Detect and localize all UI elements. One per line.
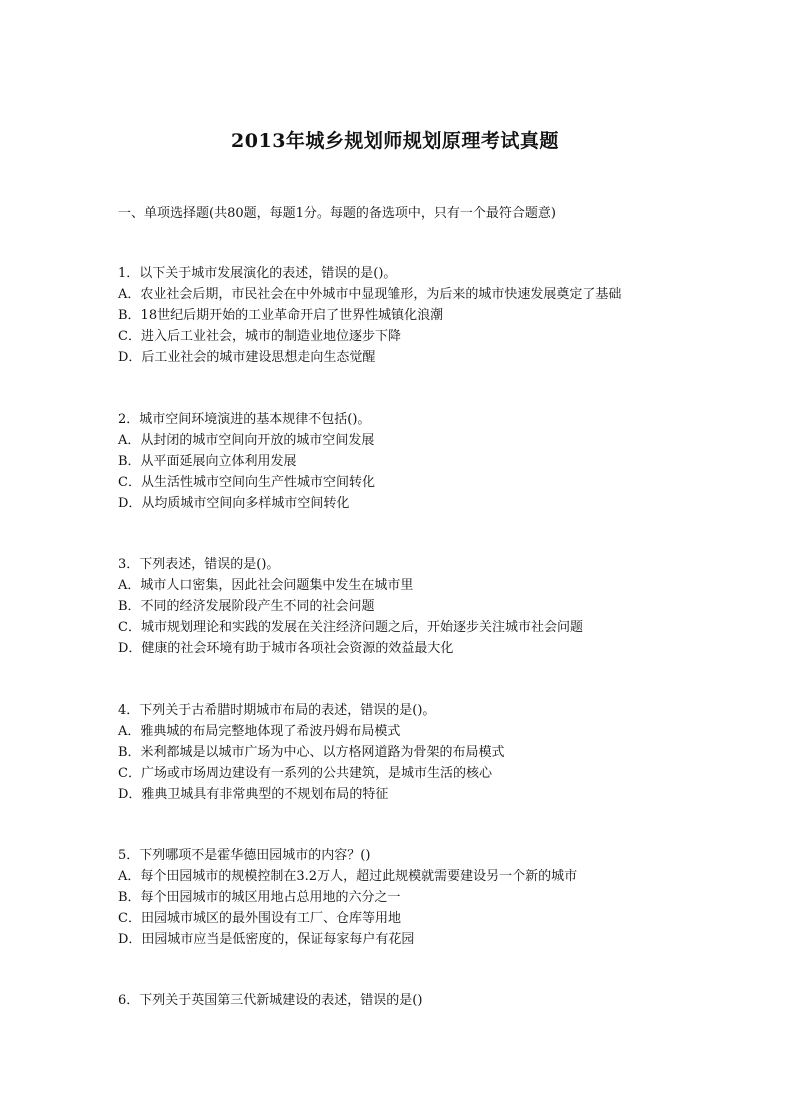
option-a: A．雅典城的布局完整地体现了希波丹姆布局模式 <box>118 724 401 739</box>
question-5 <box>118 845 577 950</box>
option-d: D．田园城市应当是低密度的，保证每家每户有花园 <box>118 932 415 947</box>
question-stem: 6．下列关于英国第三代新城建设的表述，错误的是() <box>118 993 423 1008</box>
option-c: C．从生活性城市空间向生产性城市空间转化 <box>118 475 375 490</box>
option-a: A．从封闭的城市空间向开放的城市空间发展 <box>118 433 375 448</box>
section-heading: 一、单项选择题(共80题，每题1分。每题的备选项中，只有一个最符合题意) <box>118 206 556 221</box>
option-b: B．不同的经济发展阶段产生不同的社会问题 <box>118 599 375 614</box>
option-a: A．城市人口密集，因此社会问题集中发生在城市里 <box>118 578 414 593</box>
question-stem: 3．下列表述，错误的是()。 <box>118 557 280 572</box>
question-4 <box>118 700 505 805</box>
question-3 <box>118 554 583 659</box>
question-stem: 5．下列哪项不是霍华德田园城市的内容？() <box>118 848 371 863</box>
option-d: D．雅典卫城具有非常典型的不规划布局的特征 <box>118 787 389 802</box>
option-d: D．后工业社会的城市建设思想走向生态觉醒 <box>118 350 376 365</box>
option-b: B．从平面延展向立体利用发展 <box>118 454 297 469</box>
option-d: D．从均质城市空间向多样城市空间转化 <box>118 496 350 511</box>
option-c: C．广场或市场周边建设有一系列的公共建筑，是城市生活的核心 <box>118 766 492 781</box>
option-b: B．每个田园城市的城区用地占总用地的六分之一 <box>118 890 401 905</box>
option-c: C．田园城市城区的最外围设有工厂、仓库等用地 <box>118 911 401 926</box>
question-2 <box>118 409 375 514</box>
question-6 <box>118 990 422 1011</box>
option-c: C．进入后工业社会，城市的制造业地位逐步下降 <box>118 329 401 344</box>
option-a: A．农业社会后期，市民社会在中外城市中显现雏形，为后来的城市快速发展奠定了基础 <box>118 287 622 302</box>
question-1 <box>118 263 621 368</box>
question-stem: 4．下列关于古希腊时期城市布局的表述，错误的是()。 <box>118 703 436 718</box>
option-a: A．每个田园城市的规模控制在3.2万人，超过此规模就需要建设另一个新的城市 <box>118 869 578 884</box>
page-title: 2013年城乡规划师规划原理考试真题 <box>231 130 559 152</box>
option-b: B．18世纪后期开始的工业革命开启了世界性城镇化浪潮 <box>118 308 444 323</box>
option-c: C．城市规划理论和实践的发展在关注经济问题之后，开始逐步关注城市社会问题 <box>118 620 583 635</box>
question-stem: 1．以下关于城市发展演化的表述，错误的是()。 <box>118 266 397 281</box>
option-b: B．米利都城是以城市广场为中心、以方格网道路为骨架的布局模式 <box>118 745 505 760</box>
option-d: D．健康的社会环境有助于城市各项社会资源的效益最大化 <box>118 641 454 656</box>
question-stem: 2．城市空间环境演进的基本规律不包括()。 <box>118 412 371 427</box>
